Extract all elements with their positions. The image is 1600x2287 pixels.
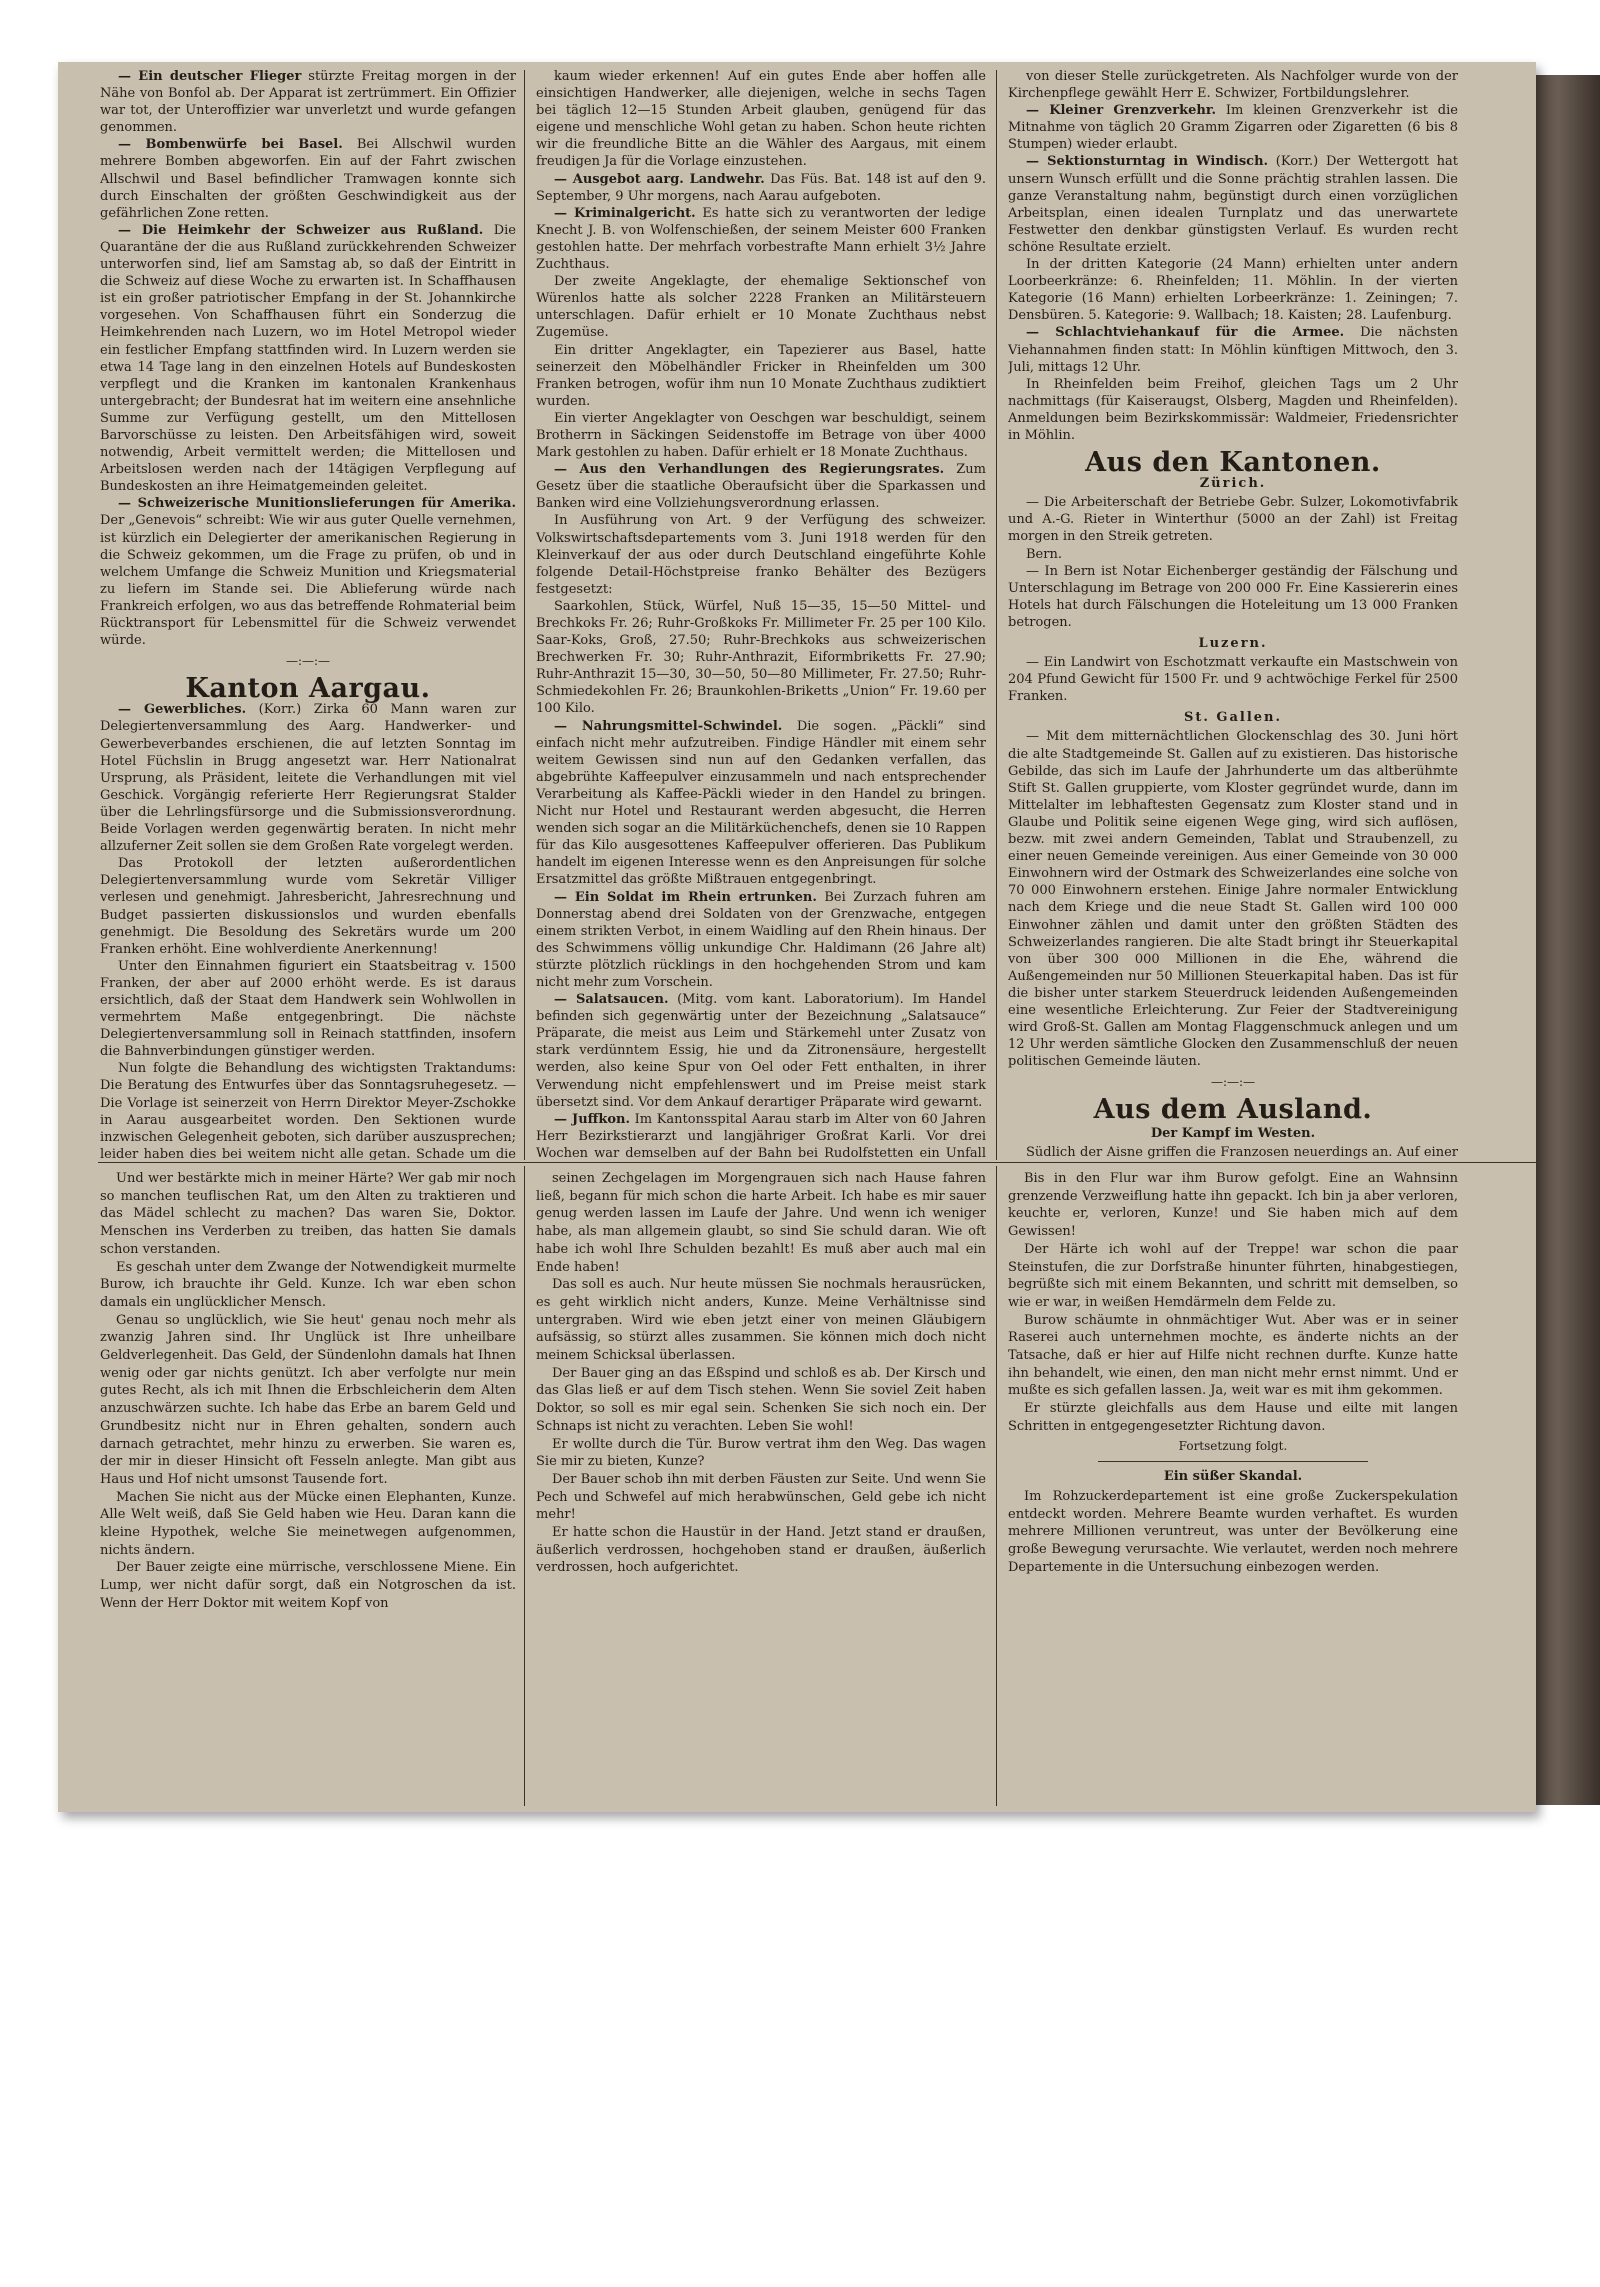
- news-keyword: — Schweizerische Munitionslieferungen für Amerika.: [118, 496, 516, 512]
- news-text: Die nächsten Viehannahmen finden statt: In Möhlin künftigen Mittwoch, den 3. Juli, mittags 12 Uhr.: [1008, 325, 1458, 375]
- westen-heading: Der Kampf im Westen.: [1150, 1125, 1316, 1141]
- news-text: Saarkohlen, Stück, Würfel, Nuß 15—35, 15—50 Mittel- und Brechkoks Fr. 26; Ruhr-Großkoks Fr. Millimeter Fr. 25 per 100 Kilo. Saar-Koks, Groß, 27.50; Ruhr-Brechkoks aus schweizerischen Brechwerken Fr. 30; Ruhr-Anthrazit, Eiformbriketts Fr. 27.90; Ruhr-Anthrazit 15—30, 30—50, 50—80 Millimeter, Fr. 27.50; Ruhr-Schmiedekohlen Fr. 26; Braunkohlen-Briketts „Union“ Fr. 19.60 per 100 Kilo.: [536, 598, 986, 717]
- news-paragraph: [1008, 102, 1458, 153]
- news-text: Der „Genevois“ schreibt: Wie wir aus guter Quelle vernehmen, ist kürzlich ein Delegierter der amerikanischen Regierung in die Schweiz gekommen, um die Frage zu prüfen, ob und in welchem Umfange die Schweiz Munition und Kriegsmaterial zu liefern im Stande sei. Die Ablieferung würde nach Frankreich erfolgen, wo aus das betreffende Rohmaterial beim Rücktransport für Lebensmittel für die Schweiz verwendet würde.: [100, 513, 516, 649]
- news-paragraph: [536, 1111, 986, 1160]
- feuilleton-paragraph: Der Bauer schob ihn mit derben Fäusten zur Seite. Und wenn Sie Pech und Schwefel auf mich herabwünschen, Geld gebe ich nicht mehr!: [536, 1471, 986, 1523]
- news-paragraph: [100, 222, 516, 496]
- news-text: Ein vierter Angeklagter von Oeschgen war beschuldigt, seinem Brotherrn in Säckingen Seidenstoffe im Betrage von über 4000 Mark gestohlen zu haben. Dafür erhielt er 18 Monate Zuchthaus.: [536, 410, 986, 461]
- news-paragraph: [1008, 654, 1458, 705]
- news-text: (Korr.) Der Wettergott hat unsern Wunsch erfüllt und die Sonne prächtig strahlen lassen. Die ganze Veranstaltung nahm, begünstigt durch einen vorzüglichen Arbeitsplan, einen idealen Turnplatz und das unerwartete Festwetter den denkbar günstigsten Verlauf. Es wurden recht schöne Resultate erzielt.: [1008, 154, 1458, 255]
- news-paragraph: [1008, 563, 1458, 631]
- column-rule-2: [996, 70, 997, 1160]
- news-text: — In Bern ist Notar Eichenberger geständig der Fälschung und Unterschlagung im Betrage von 200 000 Fr. Eine Kassiererin eines Hotels hat durch Fälschungen die Hoteleitung um 13 000 Franken betrogen.: [1008, 563, 1458, 630]
- luzern-news: [1008, 654, 1458, 705]
- news-paragraph: [1008, 324, 1458, 375]
- col3-news: [1008, 68, 1458, 444]
- news-paragraph: [536, 598, 986, 718]
- stgallen-heading: St. Gallen.: [1183, 710, 1283, 726]
- news-text: Bern.: [1026, 546, 1062, 562]
- book-spine: [1530, 75, 1600, 1805]
- fortsetzung-note: Fortsetzung folgt.: [1178, 1438, 1288, 1453]
- aus-den-kantonen-heading: Aus den Kantonen.: [1085, 447, 1381, 479]
- news-paragraph: [100, 136, 516, 221]
- news-keyword: — Juffkon.: [554, 1111, 630, 1127]
- news-text: Unter den Einnahmen figuriert ein Staatsbeitrag v. 1500 Franken, der aber auf 2000 erhöht werde. Es ist daraus ersichtlich, daß der Staat dem Handwerk sein Wohlwollen in vermehrtem Maße entgegenbringt. Die nächste Delegiertenversammlung soll in Reinach stattfinden, insofern die Bahnverbindungen günstiger werden.: [100, 958, 516, 1060]
- feuilleton-paragraph: Machen Sie nicht aus der Mücke einen Elephanten, Kunze. Alle Welt weiß, daß Sie Geld haben wie Heu. Daran kann die kleine Hypothek, welche Sie meinetwegen aufgenommen, nichts ändern.: [100, 1489, 516, 1558]
- column-2: [536, 68, 986, 1160]
- news-keyword: — Ein Soldat im Rhein ertrunken.: [554, 889, 817, 905]
- feuilleton-paragraph: Genau so unglücklich, wie Sie heut' genau noch mehr als zwanzig Jahren sind. Ihr Unglück ist Ihre unheilbare Geldverlegenheit. Das Geld, der Sündenlohn damals hat Ihnen wenig oder gar nichts genützt. Ich aber verfolgte nur mein gutes Recht, als ich mit Ihnen die Erbschleicherin dem Alten anzuschwärzen suchte. Ich habe das Erbe an barem Geld und Grundbesitz nicht nur in Ehren gehalten, sondern auch darnach getrachtet, mehr hinzu zu erwerben. Sie waren es, der mir in dieser Hinsicht oft Fesseln anlegte. Man gibt aus Haus und Hof nicht umsonst Tausende fort.: [100, 1312, 516, 1487]
- column-rule-1: [524, 70, 525, 1160]
- feuilleton-paragraph: Bis in den Flur war ihm Burow gefolgt. Eine an Wahnsinn grenzende Verzweiflung hatte ihn gepackt. Ich bin ja aber verloren, keuchte er, verloren, Kunze! und Sie haben mich auf dem Gewissen!: [1008, 1171, 1458, 1240]
- feuilleton-paragraph: Der Bauer zeigte eine mürrische, verschlossene Miene. Ein Lump, wer nicht dafür sorgt, daß ein Notgroschen da ist. Wenn der Herr Doktor mit weitem Kopf von: [100, 1560, 516, 1611]
- news-keyword: — Salatsaucen.: [554, 992, 669, 1008]
- skandal-heading: Ein süßer Skandal.: [1163, 1469, 1303, 1485]
- feuilleton-paragraph: Das soll es auch. Nur heute müssen Sie nochmals herausrücken, es geht wirklich nicht anders, Kunze. Meine Verhältnisse sind untergraben. Wird wie eben jetzt einer von meinen Gläubigern aufsässig, so stürzt alles zusammen. Sie können mich doch nicht meinem Schicksal überlassen.: [536, 1277, 986, 1364]
- luzern-heading: Luzern.: [1198, 636, 1268, 651]
- feuilleton-right-body: [1008, 1170, 1458, 1436]
- news-paragraph: [100, 855, 516, 958]
- news-paragraph: [536, 171, 986, 205]
- news-paragraph: [536, 512, 986, 597]
- news-paragraph: [536, 342, 986, 410]
- news-keyword: — Die Heimkehr der Schweizer aus Rußland.: [118, 222, 484, 238]
- news-paragraph: [1008, 728, 1458, 1070]
- news-paragraph: [536, 889, 986, 992]
- news-text: Zum Gesetz über die staatliche Oberaufsicht über die Sparkassen und Banken wird eine Vollziehungsverordnung erlassen.: [536, 462, 986, 512]
- col1-aargau: [100, 701, 516, 1160]
- news-text: Das Füs. Bat. 148 ist auf den 9. September, 9 Uhr morgens, nach Aarau aufgeboten.: [536, 171, 986, 204]
- news-text: In Rheinfelden beim Freihof, gleichen Tags um 2 Uhr nachmittags (für Kaiseraugst, Olsberg, Magden und Rheinfelden). Anmeldungen beim Bezirkskommissär: Waldmeier, Friedensrichter in Möhlin.: [1008, 376, 1458, 443]
- feuilleton-rule-2: [996, 1166, 997, 1806]
- news-paragraph: [536, 718, 986, 889]
- kanton-aargau-heading: Kanton Aargau.: [185, 673, 431, 705]
- skandal-rule: [1098, 1461, 1368, 1462]
- news-keyword: — Ein deutscher Flieger: [118, 69, 302, 84]
- feuilleton-left: [100, 1170, 516, 1806]
- news-paragraph: [536, 461, 986, 512]
- stgallen-news: [1008, 728, 1458, 1070]
- news-text: Es hatte sich zu verantworten der ledige Knecht J. B. von Wolfenschießen, der seinem Meister 600 Franken gestohlen hatte. Der mehrfach vorbestrafte Mann erhielt 3½ Jahre Zuchthaus.: [536, 205, 986, 273]
- news-text: Der zweite Angeklagte, der ehemalige Sektionschef von Würenlos hatte als solcher 2228 Franken an Militärsteuern unterschlagen. Dafür erhielt er 10 Monate Zuchthaus nebst Zugemüse.: [536, 274, 986, 341]
- feuilleton-paragraph: Der Bauer ging an das Eßspind und schloß es ab. Der Kirsch und das Glas ließ er auf dem Tisch stehen. Wenn Sie soviel Zeit haben Doktor, so soll es mir egal sein. Schenken Sie sich noch ein. Der Schnaps ist nicht zu verachten. Leben Sie wohl!: [536, 1365, 986, 1434]
- news-paragraph: [536, 410, 986, 461]
- news-paragraph: [100, 68, 516, 136]
- feuilleton-paragraph: Es geschah unter dem Zwange der Notwendigkeit murmelte Burow, ich brauchte ihr Geld. Kunze. Ich war eben schon damals ein unglücklicher Mensch.: [100, 1259, 516, 1310]
- feuilleton-paragraph: Und wer bestärkte mich in meiner Härte? Wer gab mir noch so manchen teuflischen Rat, um den Alten zu traktieren und das Mädel schlecht zu machen? Das waren Sie, Doktor. Menschen ins Verderben zu treiben, das hatten Sie damals schon verstanden.: [100, 1171, 516, 1257]
- news-text: Die Quarantäne der die aus Rußland zurückkehrenden Schweizer unterworfen sind, lief am Samstag ab, so daß der Eintritt in die Schweiz auf diese Woche zu erwarten ist. In Schaffhausen ist ein großer patriotischer Empfang in der St. Johannkirche vorgesehen. Von Schaffhausen führt ein Sonderzug die Heimkehrenden nach Luzern, wo im Hotel Metropol wieder ein festlicher Empfang stattfinden wird. In Luzern werden sie etwa 14 Tage lang in den einzelnen Hotels auf Bundeskosten verpflegt und die Kranken im kantonalen Krankenhaus untergebracht; der Bundesrat hat im weitern eine ansehnliche Summe zur Verfügung gestellt, um den Mittellosen Barvorschüsse zu leisten. Den Arbeitsfähigen wird, soweit notwendig, Arbeit vermittelt werden; die Mittellosen und Arbeitslosen werden nach der 14tägigen Verpflegung auf Bundeskosten an ihre Heimatgemeinden geleitet.: [100, 222, 516, 495]
- news-keyword: — Bombenwürfe bei Basel.: [118, 137, 343, 153]
- feuilleton-paragraph: Er hatte schon die Haustür in der Hand. Jetzt stand er draußen, äußerlich verdrossen, hochgehoben stand er draußen, äußerlich verdrossen, hoch aufgerichtet.: [536, 1525, 986, 1576]
- feuilleton-paragraph: Er wollte durch die Tür. Burow vertrat ihm den Weg. Das wagen Sie mir zu bieten, Kunze?: [536, 1436, 986, 1470]
- news-keyword: — Schlachtviehankauf für die Armee.: [1026, 325, 1345, 341]
- news-text: — Die Arbeiterschaft der Betriebe Gebr. Sulzer, Lokomotivfabrik und A.-G. Rieter in Winterthur (5000 an der Zahl) ist Freitag morgen in den Streik getreten.: [1008, 495, 1458, 545]
- news-text: Bei Zurzach fuhren am Donnerstag abend drei Soldaten von der Grenzwache, entgegen einem strikten Verbot, in einem Waidling auf den Rhein hinaus. Der des Schwimmens völlig unkundige Chr. Haldimann (26 Jahre alt) stürzte plötzlich rücklings in den hochgehenden Strom und kam nicht mehr zum Vorschein.: [536, 889, 986, 990]
- news-text: In der dritten Kategorie (24 Mann) erhielten unter andern Loorbeerkränze: 6. Rheinfelden; 11. Möhlin. In der vierten Kategorie (16 Mann) erhielten Lorbeerkränze: 1. Zeiningen; 7. Densbüren. 5. Kategorie: 9. Wallbach; 18. Kaisten; 28. Laufenburg.: [1008, 257, 1458, 324]
- news-text: Die sogen. „Päckli“ sind einfach nicht mehr aufzutreiben. Findige Händler mit einem sehr weitem Gewissen sind nun auf den Gedanken verfallen, das abgebrühte Kaffeepulver einzusammeln und nach entsprechender Verarbeitung als Kaffee-Päckli wieder in den Handel zu bringen. Nicht nur Hotel und Restaurant werden abgesucht, die Herren wenden sich sogar an die Militärküchenchefs, denen sie 10 Rappen für das Kilo ausgesottenes Kaffeepulver offerieren. Das Publikum handelt im eigenen Interesse wenn es den Anpreisungen für solche Ersatzmittel das größte Mißtrauen entgegenbringt.: [536, 718, 986, 888]
- news-keyword: — Gewerbliches.: [118, 702, 247, 718]
- news-paragraph: [1008, 68, 1458, 102]
- news-text: (Korr.) Zirka 60 Mann waren zur Delegiertenversammlung des Aarg. Handwerker- und Gewerbeverbandes erschienen, die auf letzten Sonntag im Hotel Füchslin in Brugg angesetzt war. Herr Nationalrat Ursprung, als Präsident, leitete die Verhandlungen mit viel Geschick. Vorgängig referierte Herr Regierungsrat Stalder über die Lehrlingsfürsorge und die Submissionsverordnung. Beide Vorlagen werden gegenwärtig beraten. In nicht mehr allzuferner Zeit sollen sie dem Großen Rate vorgelegt werden.: [100, 702, 516, 855]
- news-keyword: — Ausgebot aarg. Landwehr.: [554, 171, 765, 187]
- news-paragraph: [100, 701, 516, 855]
- news-paragraph: [536, 991, 986, 1111]
- news-keyword: — Kleiner Grenzverkehr.: [1026, 103, 1217, 119]
- news-text: Im kleinen Grenzverkehr ist die Mitnahme von täglich 20 Gramm Zigarren oder Zigaretten (6 bis 8 Stumpen) wieder erlaubt.: [1008, 103, 1458, 153]
- feuilleton-right: [1008, 1170, 1458, 1806]
- news-paragraph: [1008, 256, 1458, 324]
- news-text: Im Kantonsspital Aarau starb im Alter von 60 Jahren Herr Bezirkstierarzt und langjähriger Großrat Karli. Vor drei Wochen war demselben auf der Bahn bei Rudolfstetten ein Unfall: [536, 1111, 986, 1160]
- news-text: Das Protokoll der letzten außerordentlichen Delegiertenversammlung wurde vom Sekretär Villiger verlesen und genehmigt. Jahresbericht, Jahresrechnung und Budget passierten diskussionslos und wurden ebenfalls genehmigt. Die Besoldung des Sekretärs wurde um 200 Franken erhöht. Eine wohlverdiente Anerkennung!: [100, 856, 516, 957]
- zurich-heading: Zürich.: [1199, 476, 1267, 492]
- news-keyword: — Kriminalgericht.: [554, 205, 696, 221]
- feuilleton-paragraph: seinen Zechgelagen im Morgengrauen sich nach Hause fahren ließ, begann für mich schon die harte Arbeit. Ich habe es mir sauer genug werden lassen im Laufe der Jahre. Und wenn ich weniger habe, als man allgemein glaubt, so sind Sie schuld daran. Wie oft habe ich wohl Ihre Schulden bezahlt! Es muß aber auch mal ein Ende haben!: [536, 1171, 986, 1275]
- news-paragraph: [100, 495, 516, 649]
- news-keyword: — Aus den Verhandlungen des Regierungsrates.: [554, 462, 945, 478]
- news-text: kaum wieder erkennen! Auf ein gutes Ende aber hoffen alle einsichtigen Handwerker, alle diejenigen, welche in sechs Tagen bei täglich 12—15 Stunden Arbeit glauben, genügend für das eigene und menschliche Wohl getan zu haben. Schon heute richten wir die freundliche Bitte an die Wähler des Aargaus, mit einem freudigen Ja für die Vorlage einzustehen.: [536, 69, 986, 170]
- feuilleton-rule-1: [524, 1166, 525, 1806]
- news-paragraph: [100, 958, 516, 1061]
- news-text: — Ein Landwirt von Eschotzmatt verkaufte ein Mastschwein von 204 Pfund Gewicht für 1500 Fr. und 9 achtwöchige Ferkel für 2500 Franken.: [1008, 655, 1458, 705]
- section-separator: —:—:—: [285, 654, 331, 669]
- news-keyword: — Sektionsturntag in Windisch.: [1026, 154, 1269, 170]
- news-text: stürzte Freitag morgen in der Nähe von Bonfol ab. Der Apparat ist zertrümmert. Ein Offizier war tot, der Unteroffizier war unverletzt und wurde gefangen genommen.: [100, 69, 516, 136]
- section-separator-2: —:—:—: [1210, 1075, 1256, 1090]
- zurich-news: [1008, 494, 1458, 631]
- feuilleton-middle: [536, 1170, 986, 1806]
- news-text: Nun folgte die Behandlung des wichtigsten Traktandums: Die Beratung des Entwurfes über das Sonntagsruhegesetz. — Die Vorlage ist seinerzeit von Herrn Direktor Meyer-Zschokke in Aarau ausgearbeitet worden. Den Sektionen wurde inzwischen Gelegenheit geboten, sich darüber auszusprechen; leider haben dies bei weitem nicht alle getan. Schade um die: [100, 1061, 516, 1160]
- feuilleton-paragraph: Burow schäumte in ohnmächtiger Wut. Aber was er in seiner Raserei auch unternehmen mochte, es änderte nichts an der Tatsache, daß er hier auf Hilfe nicht rechnen durfte. Kunze hatte ihn behandelt, wie einen, den man nicht mehr ernst nimmt. Und er mußte es sich gefallen lassen. Ja, weit war es mit ihm gekommen.: [1008, 1312, 1458, 1399]
- news-paragraph: [536, 273, 986, 341]
- col2-news: [536, 68, 986, 1160]
- feuilleton-paragraph: Der Härte ich wohl auf der Treppe! war schon die paar Steinstufen, die zur Dorfstraße hinunter führten, hinabgestiegen, begrüßte sich mit einem Bekannten, und schritt mit demselben, so wie er war, in weißen Hemdärmeln dem Felde zu.: [1008, 1241, 1458, 1310]
- westen-text: Südlich der Aisne griffen die Franzosen neuerdings an. Auf einer: [1026, 1144, 1458, 1160]
- newspaper-page: [58, 62, 1536, 1812]
- news-text: In Ausführung von Art. 9 der Verfügung des schweizer. Volkswirtschaftsdepartements vom 3. Juni 1918 werden für den Kleinverkauf der aus oder durch Deutschland eingeführte Kohle folgende Detail-Höchstpreise franko Behälter des Bezügers festgesetzt:: [536, 513, 986, 597]
- news-paragraph: [536, 205, 986, 273]
- news-paragraph: [1008, 153, 1458, 256]
- feuilleton-paragraph: Er stürzte gleichfalls aus dem Hause und eilte mit langen Schritten in entgegengesetzter Richtung davon.: [1008, 1401, 1458, 1434]
- news-text: Bei Allschwil wurden mehrere Bomben abgeworfen. Ein auf der Fahrt zwischen Allschwil und Basel befindlicher Tramwagen konnte sich durch Einschalten der größten Geschwindigkeit aus der gefährlichen Zone retten.: [100, 137, 516, 221]
- news-keyword: — Nahrungsmittel-Schwindel.: [554, 718, 783, 734]
- news-text: (Mitg. vom kant. Laboratorium). Im Handel befinden sich gegenwärtig unter der Bezeichnung „Salatsauce“ Präparate, die meist aus Leim und Stärkemehl unter Zusatz von stark verdünntem Essig, hie und da Zitronensäure, hergestellt werden, also keine Spur von Oel oder Fett enthalten, in ihrer Verwendung nicht empfehlenswert und im Preise meist stark übersetzt sind. Vor dem Ankauf derartiger Präparate wird gewarnt.: [536, 992, 986, 1110]
- skandal-text: Im Rohzuckerdepartement ist eine große Zuckerspekulation entdeckt worden. Mehrere Beamte wurden verhaftet. Es wurden mehrere Millionen veruntreut, was unter der Bevölkerung eine große Bewegung verursachte. Wie verlautet, werden noch mehrere Departemente in die Untersuchung einbezogen werden.: [1008, 1488, 1458, 1575]
- news-text: Ein dritter Angeklagter, ein Tapezierer aus Basel, hatte seinerzeit den Möbelhändler Fricker in Rheinfelden um 300 Franken betrogen, wofür ihm nun 10 Monate Zuchthaus zudiktiert wurden.: [536, 342, 986, 409]
- col1-news: [100, 68, 516, 649]
- news-paragraph: [1008, 546, 1458, 563]
- feuilleton-rule: [98, 1162, 1538, 1163]
- aus-dem-ausland-heading: Aus dem Ausland.: [1093, 1094, 1373, 1126]
- news-text: — Mit dem mitternächtlichen Glockenschlag des 30. Juni hört die alte Stadtgemeinde St. Gallen auf zu existieren. Das historische Gebilde, das sich im Laufe der Jahrhunderte um das altberühmte Stift St. Gallen gruppierte, vom Kloster gegründet wurde, dann im Mittelalter im lebhaftesten Gegensatz zum Kloster stand und in Glaube und Politik seine eigenen Wege ging, wird sich auflösen, bezw. mit zwei andern Gemeinden, Tablat und Straubenzell, zu einer neuen Gemeinde vereinigen. Aus einer Gemeinde von 30 000 Einwohnern wird der Ostmark des Schweizerlandes eine solche von 70 000 Einwohnern erstehen. Einige Jahre normaler Entwicklung nach dem Kriege und die neue Stadt St. Gallen wird 100 000 Einwohner zählen und damit unter den größten Städten des Schweizerlandes rangieren. Die alte Stadt bringt ihr Steuerkapital von über 300 000 Millionen in die Ehe, während die Außengemeinden nur 50 Millionen Steuerkapital haben. Das ist für die bisher unter starkem Steuerdruck leidenden Außengemeinden eine wesentliche Erleichterung. Zur Feier der Stadtvereinigung wird Groß-St. Gallen am Montag Flaggenschmuck anlegen und um 12 Uhr werden sämtliche Glocken den Zusammenschluß der neuen politischen Gemeinde läuten.: [1008, 729, 1458, 1070]
- news-paragraph: [1008, 494, 1458, 545]
- column-1: [100, 68, 516, 1160]
- news-paragraph: [536, 68, 986, 171]
- news-paragraph: [100, 1060, 516, 1160]
- column-3: [1008, 68, 1458, 1160]
- news-paragraph: [1008, 376, 1458, 444]
- news-text: von dieser Stelle zurückgetreten. Als Nachfolger wurde von der Kirchenpflege gewählt Herr E. Schwizer, Fortbildungslehrer.: [1008, 69, 1458, 102]
